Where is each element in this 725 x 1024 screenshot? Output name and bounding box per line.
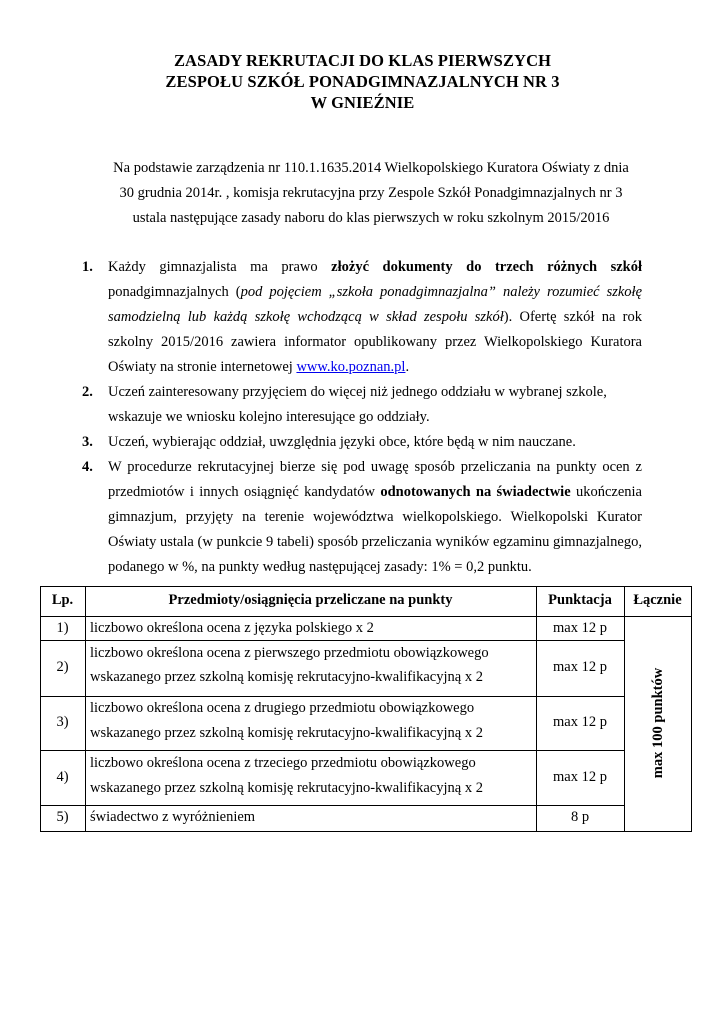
- row-5-lp: 5): [56, 809, 69, 825]
- list-item-text: [108, 380, 642, 430]
- row-5-subject: świadectwo z wyróżnieniem: [90, 809, 256, 825]
- list-item-number: 3.: [82, 434, 93, 450]
- table-border: [624, 586, 625, 832]
- kuratorium-website-link[interactable]: www.ko.poznan.pl: [296, 359, 406, 375]
- text-span: ponadgimnazjalnych (: [108, 284, 241, 300]
- row-4-points: max 12 p: [553, 769, 607, 785]
- table-border: [40, 831, 692, 832]
- row-3-points: max 12 p: [553, 714, 607, 730]
- row-3-lp: 3): [56, 714, 69, 730]
- row-4-lp: 4): [56, 769, 69, 785]
- text-line: Uczeń zainteresowany przyjęciem do więcej niż jednego oddziału w wybranej szkole,: [108, 384, 607, 400]
- intro-line-1: Na podstawie zarządzenia nr 110.1.1635.2014 Wielkopolskiego Kuratora Oświaty z dnia: [113, 160, 629, 176]
- header-total: Łącznie: [633, 592, 682, 608]
- list-item-text: [108, 455, 642, 580]
- list-item-4: [82, 455, 642, 580]
- text-span: .: [405, 359, 410, 375]
- text-span: ). Ofertę szkół na rok szkolny 2015/2016 zawiera informator opublikowany przez Wielkopolskiego Kuratora Oświaty na stronie internetowej: [108, 309, 642, 375]
- row-3-subject-line-2: wskazanego przez szkolną komisję rekrutacyjno-kwalifikacyjną x 2: [90, 725, 483, 741]
- table-border: [40, 750, 625, 751]
- table-border: [691, 586, 692, 832]
- intro-line-3: ustala następujące zasady naboru do klas pierwszych w roku szkolnym 2015/2016: [132, 210, 610, 226]
- total-max-points-label: max 100 punktów: [650, 667, 666, 779]
- row-1-lp: 1): [56, 620, 69, 636]
- title-line-3: W GNIEŹNIE: [310, 93, 415, 112]
- list-item-3: [82, 430, 642, 455]
- text-span: ukończenia gimnazjum, przyjęty na terenie województwa wielkopolskiego. Wielkopolski Kurator Oświaty ustala (w punkcie 9 tabeli) sposób przeliczania wyników egzaminu gimnazjalnego, podanego w %, na punkty według następującej zasady: 1% = 0,2 punktu.: [108, 484, 642, 575]
- text-span: W procedurze rekrutacyjnej bierze się pod uwagę sposób przeliczania na punkty ocen z przedmiotów i innych osiągnięć kandydatów: [108, 459, 642, 500]
- bold-text: złożyć dokumenty do trzech różnych szkół: [331, 259, 642, 275]
- row-2-subject-line-1: liczbowo określona ocena z pierwszego przedmiotu obowiązkowego: [90, 645, 489, 661]
- table-border: [85, 586, 86, 832]
- title-line-2: ZESPOŁU SZKÓŁ PONADGIMNAZJALNYCH NR 3: [165, 72, 560, 91]
- intro-paragraph: [90, 156, 652, 231]
- text-span: Każdy gimnazjalista ma prawo: [108, 259, 332, 275]
- italic-text: pod pojęciem „szkoła ponadgimnazjalna” należy rozumieć szkołę samodzielną lub każdą szkołę wchodzącą w skład zespołu szkół: [108, 284, 643, 325]
- row-2-lp: 2): [56, 659, 69, 675]
- list-item-2: [82, 380, 642, 430]
- bold-text: odnotowanych na świadectwie: [380, 484, 571, 500]
- header-subject: Przedmioty/osiągnięcia przeliczane na punkty: [168, 592, 453, 608]
- row-4-subject-line-2: wskazanego przez szkolną komisję rekrutacyjno-kwalifikacyjną x 2: [90, 780, 483, 796]
- text-line: wskazuje we wniosku kolejno interesujące go oddziały.: [108, 409, 430, 425]
- intro-line-2: 30 grudnia 2014r. , komisja rekrutacyjna przy Zespole Szkół Ponadgimnazjalnych nr 3: [119, 185, 623, 201]
- document-title: [0, 50, 725, 113]
- list-item-number: 1.: [82, 259, 93, 275]
- title-line-1: ZASADY REKRUTACJI DO KLAS PIERWSZYCH: [173, 51, 552, 70]
- list-item-1: [82, 255, 642, 380]
- points-table: [40, 586, 692, 832]
- row-2-points: max 12 p: [553, 659, 607, 675]
- header-points: Punktacja: [548, 592, 612, 608]
- list-item-number: 4.: [82, 459, 93, 475]
- row-4-subject-line-1: liczbowo określona ocena z trzeciego przedmiotu obowiązkowego: [90, 755, 476, 771]
- header-lp: Lp.: [51, 592, 74, 608]
- row-2-subject-line-2: wskazanego przez szkolną komisję rekrutacyjno-kwalifikacyjną x 2: [90, 669, 483, 685]
- list-item-text: Uczeń, wybierając oddział, uwzględnia języki obce, które będą w nim nauczane.: [108, 434, 576, 450]
- list-item-text: [108, 255, 642, 380]
- row-3-subject-line-1: liczbowo określona ocena z drugiego przedmiotu obowiązkowego: [90, 700, 475, 716]
- row-5-points: 8 p: [570, 809, 590, 825]
- row-1-points: max 12 p: [553, 620, 607, 636]
- table-border: [40, 640, 625, 641]
- rules-list: [82, 255, 642, 580]
- list-item-number: 2.: [82, 384, 93, 400]
- table-border: [40, 586, 692, 587]
- row-1-subject: liczbowo określona ocena z języka polskiego x 2: [90, 620, 374, 636]
